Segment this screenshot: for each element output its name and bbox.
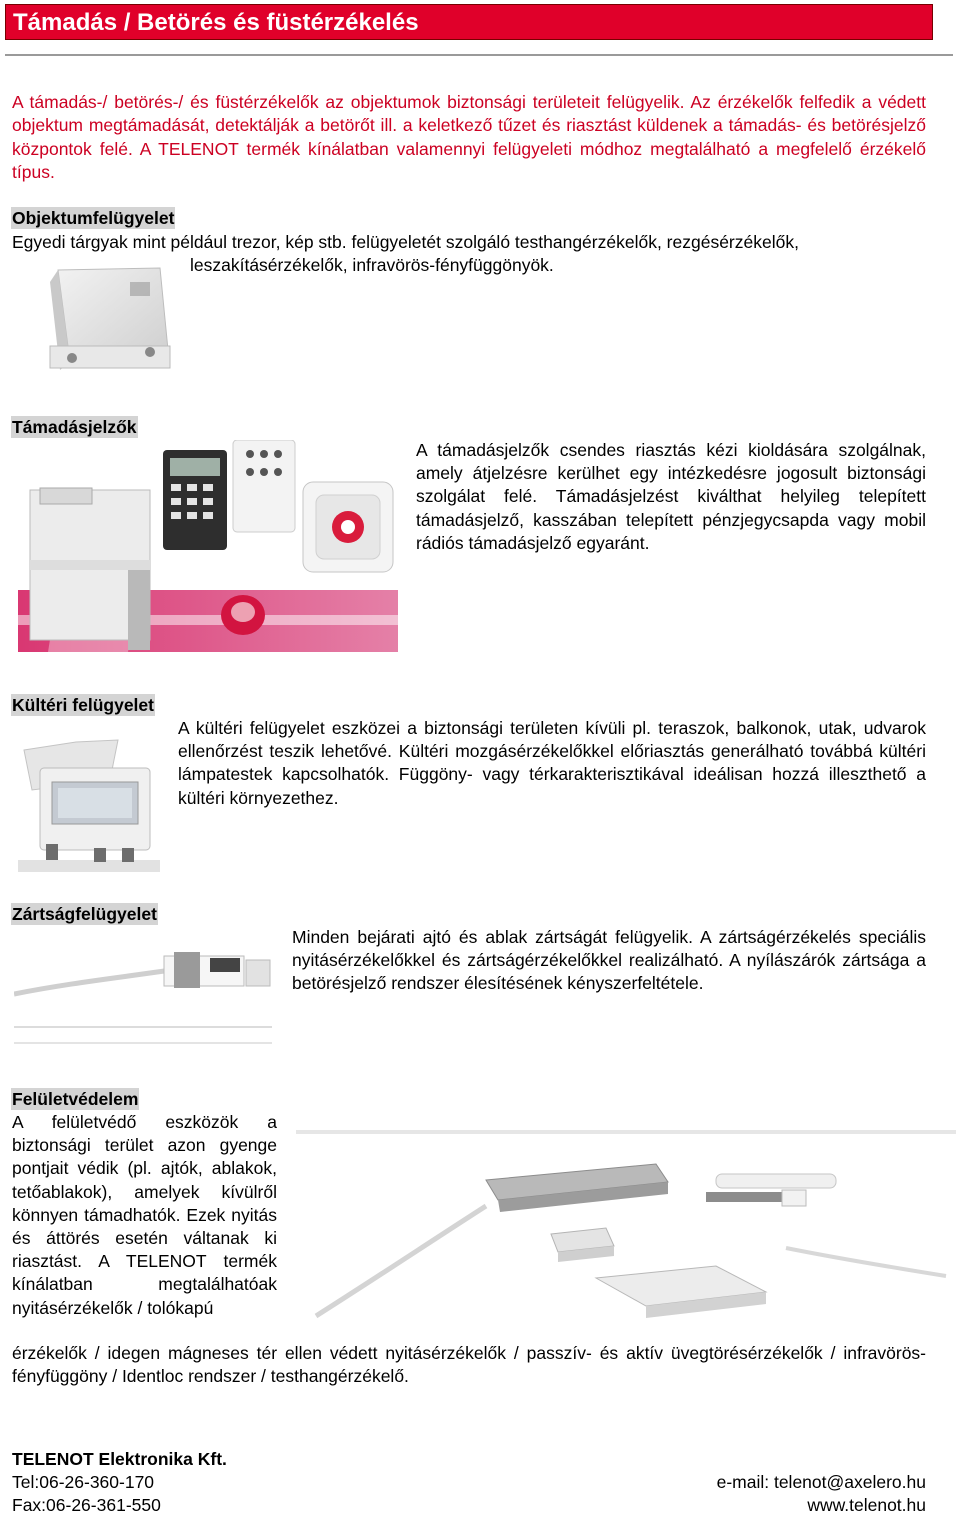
page-title: Támadás / Betörés és füstérzékelés: [13, 9, 419, 36]
outdoor-detector-image: [18, 720, 160, 872]
felulet-text-column: A felületvédő eszközök a biztonsági terület azon gyenge pontjait védik (pl. ajtók, ablakok, tetőablakok), amelyek kívülről könnyen támadhatók. Ezek nyitás és áttörés esetén váltanak ki riasztást. A TELENOT termék kínálatban megtalálhatóak nyitásérzékelők / tolókapú: [12, 1112, 277, 1318]
section-heading-tamadas: Támadásjelzők: [12, 417, 137, 437]
section-heading-zartsag: Zártságfelügyelet: [12, 904, 157, 924]
panic-buttons-image: [18, 440, 398, 652]
objektum-text-line1: Egyedi tárgyak mint például trezor, kép stb. felügyeletét szolgáló testhangérzékelők, rezgésérzékelők,: [12, 232, 799, 252]
felulet-text-full: érzékelők / idegen mágneses tér ellen védett nyitásérzékelők / passzív- és aktív üvegtörésérzékelők / infravörös- fényfüggöny / Identloc rendszer / testhangérzékelő.: [12, 1343, 926, 1387]
intro-paragraph: A támadás-/ betörés-/ és füstérzékelők az objektumok biztonsági területeit felügyelik. Az érzékelők felfedik a védett objektum megtámadását, detektálják a betörőt ill. a keletkező tűzet és riasztást küldenek a támadás- és betörésjelző központok felé. A TELENOT termék kínálatban valamennyi felügyeleti módhoz megtalálható a megfelelő érzékelő típus.: [12, 92, 926, 182]
kulteri-text: A kültéri felügyelet eszközei a biztonsági területen kívüli pl. teraszok, balkonok, utak, udvarok ellenőrzést teszik lehetővé. Kültéri mozgásérzékelőkkel előriasztás generálható továbbá kültéri lámpatestek kapcsolhatók. Függöny- vagy térkarakterisztikával ideálisan hozzá illeszthető a kültéri környezethez.: [178, 718, 926, 808]
footer-company: TELENOT Elektronika Kft.: [12, 1449, 227, 1469]
tamadas-text: A támadásjelzők csendes riasztás kézi kioldására szolgálnak, amely átjelzésre kerülhet egy intézkedésre jogosult biztonsági szolgálat felé. Támadásjelzést kiválthat helyileg telepített támadásjelző, kasszában telepített pénzjegycsapda vagy mobil rádiós támadásjelző egyaránt.: [416, 440, 926, 553]
section-heading-kulteri: Kültéri felügyelet: [12, 695, 154, 715]
title-divider: [5, 54, 953, 56]
section-heading-objektum: Objektumfelügyelet: [12, 208, 175, 228]
footer-website[interactable]: www.telenot.hu: [807, 1495, 926, 1515]
reed-contact-image: [14, 930, 274, 1048]
magnetic-contacts-image: [296, 1128, 956, 1340]
footer-tel: Tel:06-26-360-170: [12, 1472, 155, 1492]
page-title-bar: [5, 4, 933, 40]
objektum-text-line2: leszakításérzékelők, infravörös-fényfüggönyök.: [190, 255, 554, 275]
footer-fax: Fax:06-26-361-550: [12, 1495, 161, 1515]
tear-off-sensor-image: [10, 262, 180, 384]
section-heading-felulet: Felületvédelem: [12, 1089, 139, 1109]
footer-email[interactable]: e-mail: telenot@axelero.hu: [716, 1472, 926, 1492]
zartsag-text: Minden bejárati ajtó és ablak zártságát felügyelik. A zártságérzékelés speciális nyitásérzékelőkkel és zártságérzékelőkkel realizálható. A nyílászárók zártsága a betörésjelző rendszer élesítésének kényszerfeltétele.: [292, 927, 926, 994]
